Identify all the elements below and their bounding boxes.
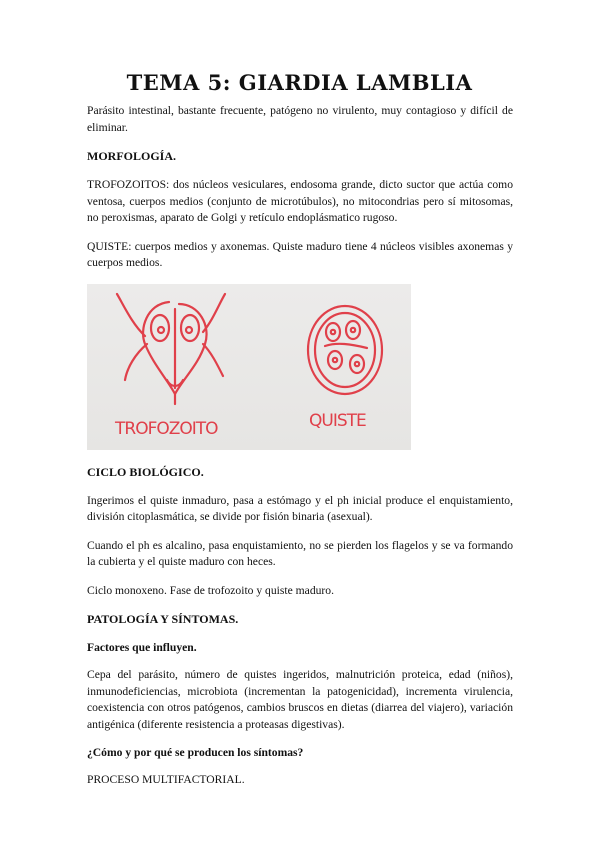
- sintomas-question-heading: ¿Cómo y por qué se producen los síntomas?: [87, 746, 304, 759]
- page-title: TEMA 5: GIARDIA LAMBLIA: [126, 70, 473, 95]
- morfologia-heading: MORFOLOGÍA.: [87, 149, 176, 163]
- quiste-nucleus: [326, 323, 340, 341]
- quiste-paragraph: QUISTE: cuerpos medios y axonemas. Quiste maduro tiene 4 núcleos visibles axonemas y cuerpos medios.: [87, 239, 513, 269]
- trofozoito-flagellum-left: [117, 294, 145, 336]
- ciclo-paragraph-2: Cuando el ph es alcalino, pasa enquistamiento, no se pierden los flagelos y se va formando la cubierta y el quiste maduro con heces.: [87, 538, 513, 568]
- ciclo-paragraph-1: Ingerimos el quiste inmaduro, pasa a estómago y el ph inicial produce el enquistamiento, división citoplasmática, se divide por fisión binaria (asexual).: [87, 493, 513, 523]
- proceso-paragraph: PROCESO MULTIFACTORIAL.: [87, 773, 245, 786]
- patologia-heading: PATOLOGÍA Y SÍNTOMAS.: [87, 612, 239, 626]
- document-body: [87, 103, 513, 801]
- factores-paragraph: Cepa del parásito, número de quistes ingeridos, malnutrición proteica, edad (niños), inmunodeficiencias, microbiota (incrementan la patogenicidad), incrementa virulencia, coexistencia con otros patógenos, cambios bruscos en dietas (diarrea del viajero), variación antigénica (diferente resistencia a proteasas digestivas).: [87, 668, 513, 731]
- trofozoito-flagellum-right: [203, 294, 225, 332]
- quiste-label: QUISTE: [309, 410, 366, 431]
- quiste-wall: [308, 306, 382, 394]
- ciclo-heading: CICLO BIOLÓGICO.: [87, 464, 204, 479]
- trofozoito-label: TROFOZOITO: [115, 418, 218, 439]
- trofozoitos-paragraph: TROFOZOITOS: dos núcleos vesiculares, endosoma grande, dicto suctor que actúa como ventosa, cuerpos medios (conjunto de microtúbulos), no mitocondrias pero sí mitosomas, no peroxismas, aparato de Golgi y retículo endoplásmatico rugoso.: [87, 178, 513, 224]
- factores-heading: Factores que influyen.: [87, 641, 197, 654]
- ciclo-paragraph-3: Ciclo monoxeno. Fase de trofozoito y quiste maduro.: [87, 583, 334, 597]
- giardia-drawing: [87, 284, 411, 450]
- hand-drawn-figure: [87, 284, 411, 450]
- intro-paragraph: Parásito intestinal, bastante frecuente, patógeno no virulento, muy contagioso y difícil de eliminar.: [87, 104, 513, 134]
